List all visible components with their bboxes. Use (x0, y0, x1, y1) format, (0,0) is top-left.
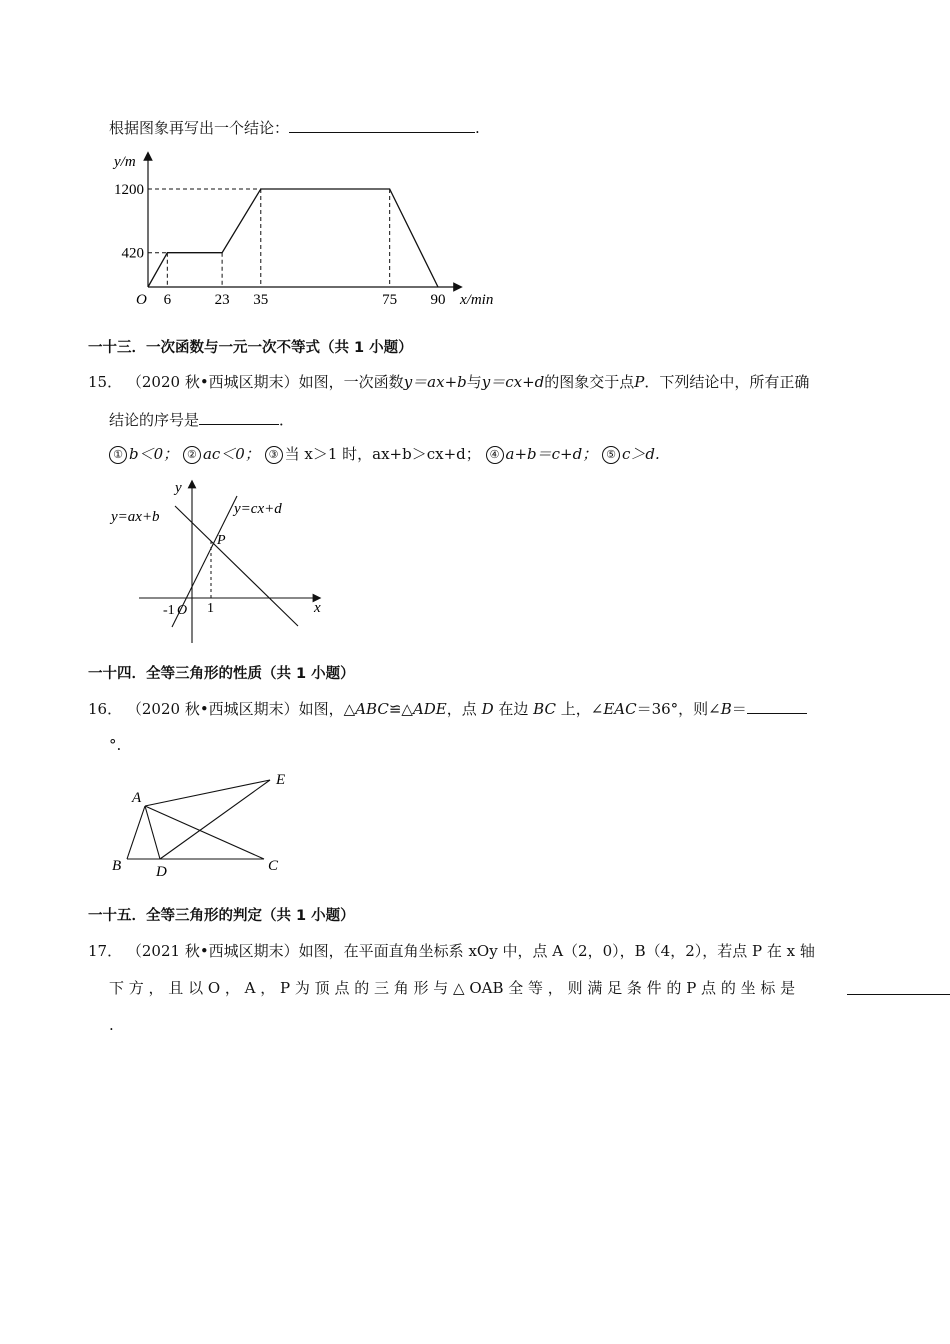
q15-p: P (634, 373, 645, 391)
x-tick-label: 75 (382, 292, 398, 308)
q15-line2 (109, 410, 294, 430)
answer-blank[interactable] (289, 118, 475, 133)
q16-text-f: ＝ (731, 700, 747, 718)
q17-line1 (88, 941, 815, 961)
option-mark: ① (109, 446, 127, 464)
q15-f1: y＝ax+b (403, 373, 467, 391)
intro-end: . (475, 119, 480, 137)
label-x: x (314, 600, 321, 616)
label-one: 1 (207, 601, 214, 616)
option-text: b＜0； (129, 445, 179, 463)
seg-AB (127, 806, 145, 859)
q16-answer-blank[interactable] (747, 699, 807, 714)
x-axis-label: x/min (460, 292, 494, 308)
q17-text-2: 下 方 ， 且 以 O ， A ， P 为 顶 点 的 三 角 形 与 △ OAB 全 等 ， 则 满 足 条 件 的 P 点 的 坐 标 是 (109, 979, 796, 997)
y-tick-label: 420 (121, 245, 144, 262)
option-mark: ② (183, 446, 201, 464)
q15-option-3 (265, 445, 481, 463)
y-tick-label: 1200 (114, 182, 144, 198)
distance-time-chart (110, 150, 510, 310)
q16-number: 16． (88, 700, 123, 718)
q16-text-c: 在边 (498, 700, 529, 718)
option-mark: ④ (486, 446, 504, 464)
section-14-title: 一十四．全等三角形的性质（共 1 小题） (88, 666, 355, 682)
q15-number: 15． (88, 373, 123, 391)
q16-figure (108, 768, 308, 878)
option-text: c＞d. (622, 445, 660, 463)
q16-line2: °. (109, 736, 122, 754)
series-line (148, 189, 438, 287)
q15-text-c: 的图象交于点 (544, 373, 635, 391)
q16-ade: ADE (412, 700, 447, 718)
q15-source: （2020 秋•西城区期末） (126, 373, 299, 391)
q15-line2-text: 结论的序号是 (109, 411, 200, 429)
q15-option-2 (183, 445, 260, 463)
q16-text-d: 上，∠ (560, 700, 604, 718)
label-o: O (177, 603, 188, 618)
line-cx-d (175, 506, 298, 626)
q16-cong: ≌△ (388, 700, 413, 718)
q15-answer-blank[interactable] (199, 410, 279, 425)
q17-source: （2021 秋•西城区期末） (126, 942, 299, 960)
x-tick-label: 35 (253, 292, 269, 308)
label-B: B (112, 858, 122, 874)
q16-abc: ABC (355, 700, 389, 718)
q15-text-a: 如图，一次函数 (298, 373, 404, 391)
intro-text: 根据图象再写出一个结论： (109, 119, 290, 137)
x-tick-label: 90 (430, 292, 446, 308)
q17-answer-blank[interactable] (847, 980, 950, 995)
q16-text-b: ，点 (446, 700, 477, 718)
label-A: A (132, 790, 142, 806)
q16-text-a: 如图，△ (298, 700, 356, 718)
q16-line1 (88, 699, 807, 719)
q17-line3: . (109, 1016, 114, 1034)
q16-bc: BC (533, 700, 556, 718)
q15-f2: y＝cx+d (481, 373, 545, 391)
label-p: P (217, 533, 226, 548)
intro-line (109, 118, 480, 138)
option-mark: ⑤ (602, 446, 620, 464)
label-D: D (156, 864, 167, 880)
label-neg1: -1 (163, 603, 175, 618)
q15-option-1 (109, 445, 178, 463)
label-cx-d: y=cx+d (234, 501, 282, 517)
q16-eac: EAC (603, 700, 637, 718)
q15-option-5 (602, 445, 660, 463)
q16-text-e: ＝36°，则∠ (636, 700, 721, 718)
x-tick-label: 6 (163, 292, 172, 308)
option-text: 当 x＞1 时，ax+b＞cx+d； (284, 445, 481, 463)
q15-line2-end: ． (279, 411, 295, 429)
option-text: ac＜0； (202, 445, 260, 463)
q17-text-1: 如图，在平面直角坐标系 xOy 中，点 A（2，0），B（4，2），若点 P 在 x 轴 (298, 942, 815, 960)
y-axis-label: y/m (114, 154, 136, 170)
label-E: E (276, 772, 286, 788)
q15-text-d: ．下列结论中，所有正确 (644, 373, 810, 391)
label-C: C (268, 858, 279, 874)
label-ax-b: y=ax+b (111, 509, 160, 525)
label-y: y (175, 480, 182, 496)
seg-AD (145, 806, 160, 859)
q15-line1 (88, 372, 809, 392)
x-tick-label: 23 (214, 292, 230, 308)
section-13-title: 一十三．一次函数与一元一次不等式（共 1 小题） (88, 340, 413, 356)
q16-source: （2020 秋•西城区期末） (126, 700, 299, 718)
q15-text-b: 与 (466, 373, 482, 391)
q16-b: B (720, 700, 732, 718)
q17-line2 (109, 978, 795, 998)
q17-number: 17． (88, 942, 123, 960)
q16-d: D (481, 700, 494, 718)
q15-options (109, 444, 660, 464)
option-text: a+b＝c+d； (505, 445, 598, 463)
q15-figure (105, 478, 335, 648)
origin-label: O (136, 292, 147, 308)
option-mark: ③ (265, 446, 283, 464)
section-15-title: 一十五．全等三角形的判定（共 1 小题） (88, 908, 355, 924)
seg-AC (145, 806, 264, 859)
q15-option-4 (486, 445, 598, 463)
